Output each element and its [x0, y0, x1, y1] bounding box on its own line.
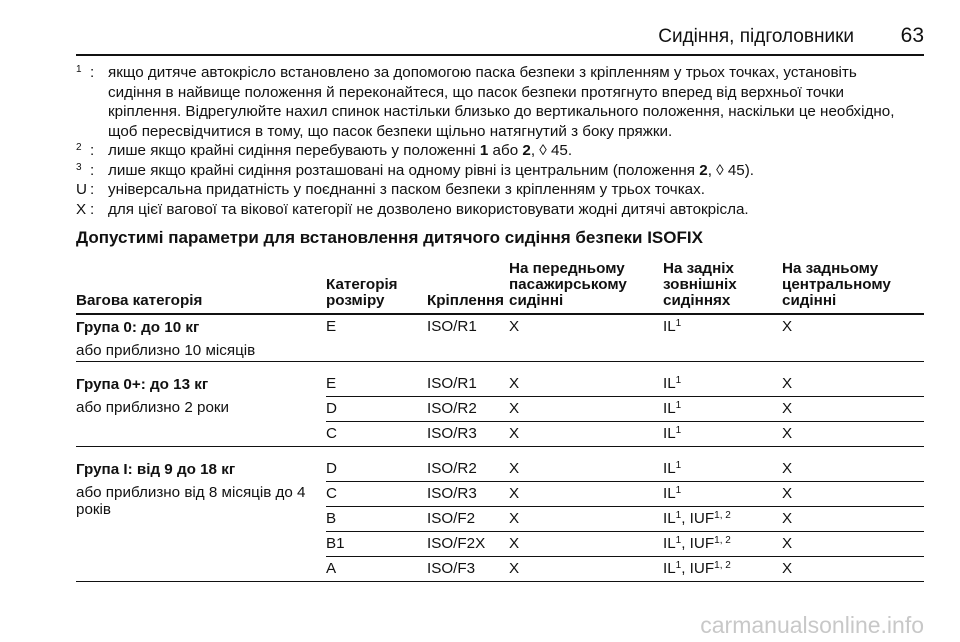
center-cell: X — [782, 560, 793, 577]
group-name: Група 0+: до 13 кг — [76, 376, 209, 393]
outer-cell: $IL^1$ — [663, 375, 682, 392]
footnote-line: сидіння в найвище положення й переконайтеся, що пасок безпеки протягнуто вперед від верхньої точки — [108, 83, 845, 101]
center-cell: X — [782, 535, 793, 552]
weight-group-0 — [76, 315, 924, 362]
footnotes — [76, 63, 924, 219]
group-age: або приблизно від 8 місяців до 4 років — [76, 484, 306, 518]
isofix-table — [76, 256, 924, 582]
footnote-mark: 3 — [76, 161, 82, 173]
group-age: або приблизно 10 місяців — [76, 342, 256, 359]
fixture-cell: ISO/F2X — [427, 535, 486, 552]
footnote-3: $^3$ : лише якщо крайні сидіння розташовані на одному рівні із центральним (положення 2, ◊ 45). — [76, 161, 755, 179]
header-front-seat: На передньому пасажирському сидінні — [509, 260, 627, 309]
front-cell: X — [509, 318, 520, 335]
fixture-cell: ISO/R3 — [427, 425, 477, 442]
footnote-mark: 1 — [76, 64, 82, 75]
center-cell: X — [782, 400, 793, 417]
size-cell: D — [326, 400, 337, 417]
center-cell: X — [782, 375, 793, 392]
fixture-cell: ISO/R3 — [427, 485, 477, 502]
footnote-line: щоб пересвідчитися в тому, що пасок безпеки щільно натягнутий з боку пряжки. — [108, 122, 673, 140]
fixture-cell: ISO/R1 — [427, 318, 477, 335]
size-cell: B1 — [326, 535, 345, 552]
page-number: 63 — [900, 24, 924, 47]
outer-cell: $IL^1$ — [663, 460, 682, 477]
table-row — [326, 315, 924, 339]
group-name: Група 0: до 10 кг — [76, 319, 200, 336]
outer-cell: $IL^1$ — [663, 400, 682, 417]
front-cell: X — [509, 560, 520, 577]
front-cell: X — [509, 425, 520, 442]
center-cell: X — [782, 425, 793, 442]
header-fixture: Кріплення — [427, 292, 505, 309]
center-cell: X — [782, 485, 793, 502]
footnote-mark: 2 — [76, 142, 82, 153]
outer-cell: $IL^1$, IUF$^{1, 2}$ — [663, 510, 731, 527]
outer-cell: $IL^1$ — [663, 318, 682, 335]
header-size-category: Категорія розміру — [326, 276, 398, 309]
size-cell: C — [326, 425, 337, 442]
table-row — [326, 457, 924, 482]
section-heading: Допустимі параметри для встановлення дитячого сидіння безпеки ISOFIX — [76, 228, 703, 247]
fixture-cell: ISO/R2 — [427, 460, 477, 477]
footnote-line: кріплення. Відрегулюйте нахил спинок настільки близько до вертикального положення, наскільки це необхідно, — [108, 103, 895, 120]
footnote-x: X : для цієї вагової та вікової категорії не дозволено використовувати жодні дитячі автокрісла. — [76, 200, 749, 218]
watermark: carmanualsonline.info — [700, 612, 924, 638]
weight-group-1 — [76, 457, 924, 582]
front-cell: X — [509, 510, 520, 527]
header-weight-category: Вагова категорія — [76, 292, 203, 309]
group-name: Група I: від 9 до 18 кг — [76, 461, 236, 478]
table-row — [326, 482, 924, 507]
front-cell: X — [509, 375, 520, 392]
center-cell: X — [782, 510, 793, 527]
table-row — [326, 372, 924, 397]
front-cell: X — [509, 460, 520, 477]
table-row — [326, 397, 924, 422]
outer-cell: $IL^1$ — [663, 485, 682, 502]
size-cell: B — [326, 510, 337, 527]
header-rear-outer-seats: На задніх зовнішніх сидіннях — [663, 260, 737, 309]
footnote-2: $^2$ : лише якщо крайні сидіння перебувають у положенні 1 або 2, ◊ 45. — [76, 142, 573, 159]
size-cell: D — [326, 460, 337, 477]
footnote-u: U : універсальна придатність у поєднанні з паском безпеки з кріпленням у трьох точках. — [76, 181, 705, 198]
center-cell: X — [782, 318, 793, 335]
front-cell: X — [509, 535, 520, 552]
page-title: Сидіння, підголовники — [658, 26, 854, 47]
table-row — [326, 422, 924, 446]
center-cell: X — [782, 460, 793, 477]
weight-group-0plus — [76, 372, 924, 447]
outer-cell: $IL^1$, IUF$^{1, 2}$ — [663, 535, 731, 552]
footnote-1: $^1$ : якщо дитяче автокрісло встановлено за допомогою паска безпеки з кріпленням у трьох точках, установіть сидіння в найвище положення й переконайтеся, що пасок безпеки протягнуто вперед від верхньої точки кріплення. Відрегулюйте нахил спинок настільки близько до вертикального положення, наскільки це необхідно, щоб пересвідчитися в тому, що пасок безпеки щільно натягнутий з боку пряжки. — [76, 63, 924, 141]
fixture-cell: ISO/R1 — [427, 375, 477, 392]
front-cell: X — [509, 485, 520, 502]
size-cell: A — [326, 560, 337, 577]
size-cell: E — [326, 375, 337, 392]
outer-cell: $IL^1$, IUF$^{1, 2}$ — [663, 560, 731, 577]
table-row — [326, 532, 924, 557]
footnote-mark: U — [76, 181, 87, 198]
fixture-cell: ISO/F3 — [427, 560, 476, 577]
table-row — [326, 557, 924, 581]
front-cell: X — [509, 400, 520, 417]
header-rear-center-seat: На задньому центральному сидінні — [782, 260, 891, 309]
page-header — [76, 22, 924, 56]
size-cell: C — [326, 485, 337, 502]
size-cell: E — [326, 318, 337, 335]
table-header — [76, 256, 924, 315]
group-age: або приблизно 2 роки — [76, 399, 230, 416]
fixture-cell: ISO/F2 — [427, 510, 476, 527]
footnote-line: якщо дитяче автокрісло встановлено за допомогою паска безпеки з кріпленням у трьох точках, установіть — [108, 64, 857, 81]
outer-cell: $IL^1$ — [663, 425, 682, 442]
table-row — [326, 507, 924, 532]
fixture-cell: ISO/R2 — [427, 400, 477, 417]
footnote-mark: X — [76, 200, 87, 218]
